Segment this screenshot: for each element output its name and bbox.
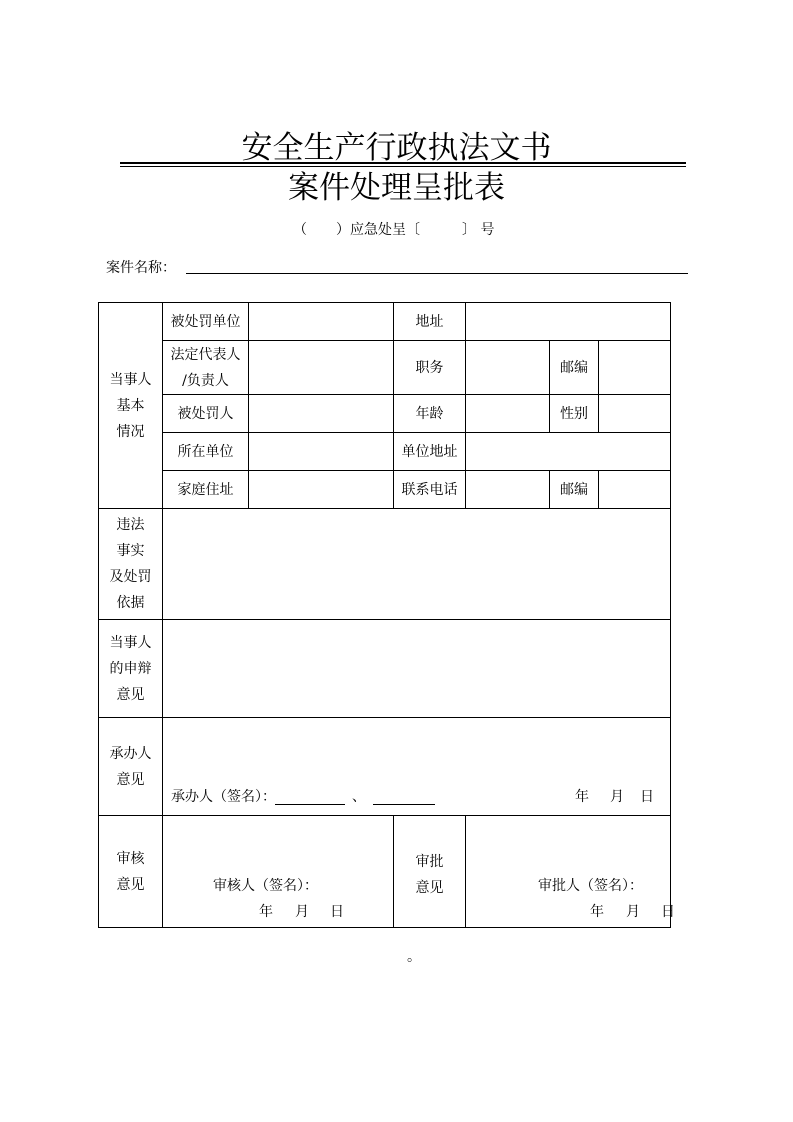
age-label: 年龄 — [394, 395, 466, 433]
approve-month: 月 — [626, 904, 640, 920]
approve-day: 日 — [661, 904, 675, 920]
position-field[interactable] — [466, 341, 550, 395]
punished-unit-field[interactable] — [249, 303, 394, 341]
case-approval-table — [98, 302, 675, 928]
review-month: 月 — [295, 904, 309, 920]
postcode-label: 邮编 — [550, 341, 599, 395]
handler-sign-sep: 、 — [352, 789, 366, 805]
employer-address-field[interactable] — [466, 433, 671, 471]
facts-field[interactable] — [163, 509, 671, 620]
gender-label: 性别 — [550, 395, 599, 433]
form-title: 案件处理呈批表 — [288, 170, 505, 206]
docno-open: （ — [293, 222, 307, 238]
review-year: 年 — [259, 904, 273, 920]
approve-label: 审批 意见 — [394, 816, 466, 928]
approve-year: 年 — [590, 904, 604, 920]
legal-rep-field[interactable] — [249, 341, 394, 395]
handler-label: 承办人 意见 — [99, 718, 163, 816]
punished-person-label: 被处罚人 — [163, 395, 249, 433]
home-address-field[interactable] — [249, 471, 394, 509]
legal-rep-label: 法定代表人 /负责人 — [163, 341, 249, 395]
postcode2-field[interactable] — [599, 471, 671, 509]
employer-field[interactable] — [249, 433, 394, 471]
handler-sign-label: 承办人（签名）： — [171, 789, 276, 805]
review-day: 日 — [330, 904, 344, 920]
address-field[interactable] — [466, 303, 671, 341]
postcode2-label: 邮编 — [550, 471, 599, 509]
defense-label: 当事人 的申辩 意见 — [99, 620, 163, 718]
facts-label: 违法 事实 及处罚 依据 — [99, 509, 163, 620]
title-rule-thin — [120, 166, 686, 167]
case-name-label: 案件名称： — [106, 260, 176, 276]
party-section-label: 当事人 基本 情况 — [99, 303, 163, 509]
position-label: 职务 — [394, 341, 466, 395]
age-field[interactable] — [466, 395, 550, 433]
handler-sign-line-2[interactable] — [373, 787, 435, 807]
address-label: 地址 — [394, 303, 466, 341]
approve-sign-label: 审批人（签名）： — [538, 878, 643, 894]
employer-address-label: 单位地址 — [394, 433, 466, 471]
document-title: 安全生产行政执法文书 — [241, 130, 552, 166]
handler-month: 月 — [610, 789, 624, 805]
handler-sign-line-1[interactable] — [275, 787, 345, 807]
docno-mid: ）应急处呈〔 — [336, 222, 420, 238]
handler-opinion-field[interactable] — [163, 718, 671, 816]
footer-mark: 。 — [407, 949, 421, 965]
home-address-label: 家庭住址 — [163, 471, 249, 509]
employer-label: 所在单位 — [163, 433, 249, 471]
approve-opinion-field[interactable] — [466, 816, 675, 928]
defense-field[interactable] — [163, 620, 671, 718]
punished-person-field[interactable] — [249, 395, 394, 433]
phone-label: 联系电话 — [394, 471, 466, 509]
case-name-field[interactable] — [186, 273, 688, 274]
punished-unit-label: 被处罚单位 — [163, 303, 249, 341]
handler-year: 年 — [575, 789, 589, 805]
review-sign-label: 审核人（签名）： — [213, 878, 318, 894]
docno-close: 〕 号 — [462, 222, 495, 238]
postcode-field[interactable] — [599, 341, 671, 395]
review-label: 审核 意见 — [99, 816, 163, 928]
handler-day: 日 — [640, 789, 654, 805]
phone-field[interactable] — [466, 471, 550, 509]
gender-field[interactable] — [599, 395, 671, 433]
title-rule-thick — [120, 162, 686, 164]
review-opinion-field[interactable] — [163, 816, 394, 928]
